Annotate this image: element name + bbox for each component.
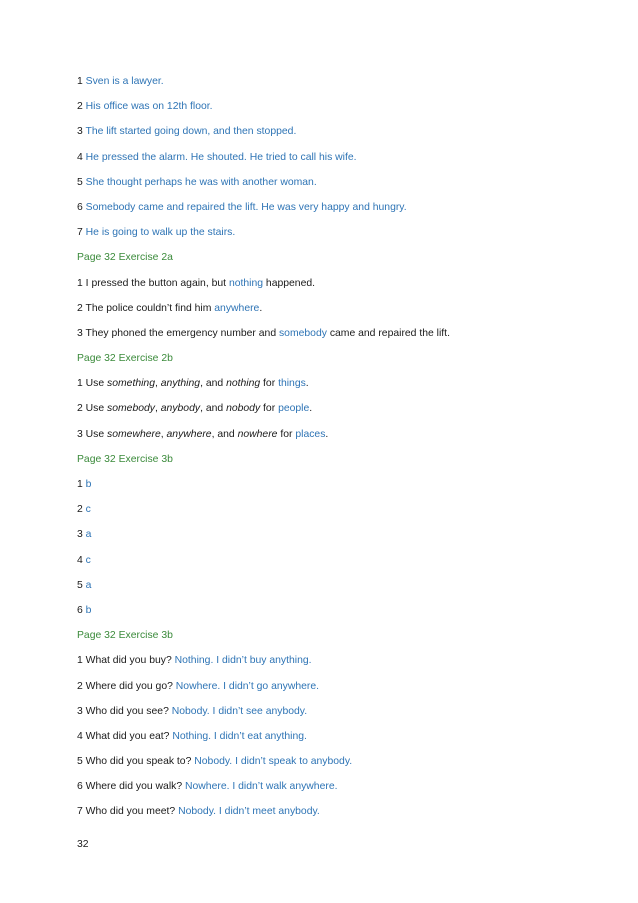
section-heading (77, 453, 597, 466)
line-text: , (160, 428, 167, 440)
line-text: somewhere (107, 428, 161, 440)
line-text: 1 (77, 479, 86, 490)
answer-line (77, 755, 597, 768)
line-text: anybody (160, 403, 201, 415)
answer-line (77, 302, 597, 315)
heading-text: Page 32 Exercise 3b (77, 453, 173, 465)
line-text: for (260, 403, 279, 415)
answer-text: Nowhere. I didn’t go anywhere. (175, 680, 320, 692)
line-text: 5 (77, 176, 86, 188)
answer-text: nothing (228, 277, 264, 289)
line-text: happened. (263, 277, 316, 289)
answer-line (77, 226, 597, 239)
answer-line (77, 176, 597, 189)
answer-line (77, 503, 597, 516)
line-text: 5 (77, 579, 86, 591)
line-text: nowhere (237, 428, 278, 440)
answer-text: b (85, 604, 92, 616)
answer-text: c (85, 504, 91, 516)
answer-line (77, 277, 597, 290)
line-text: 6 (77, 604, 86, 616)
answer-line (77, 478, 597, 491)
answer-line (77, 125, 597, 138)
answer-text: a (85, 529, 92, 541)
answer-text: Nobody. I didn’t see anybody. (171, 705, 308, 717)
line-text: 4 (77, 554, 86, 566)
line-text: 4 (77, 151, 86, 163)
answer-line (77, 528, 597, 541)
line-text: 3 Use (77, 428, 108, 440)
line-text: came and repaired the lift. (326, 327, 450, 339)
answer-line (77, 730, 597, 743)
section-heading (77, 629, 597, 642)
answer-line (77, 705, 597, 718)
answer-line (77, 377, 597, 390)
line-text: 7 Who did you meet? (77, 806, 179, 818)
answer-text: His office was on 12th floor. (85, 101, 213, 113)
answer-text: Nobody. I didn’t speak to anybody. (194, 756, 353, 768)
answer-line (77, 201, 597, 214)
answer-text: Nothing. I didn’t eat anything. (172, 730, 307, 742)
heading-text: Page 32 Exercise 2b (77, 353, 173, 365)
line-text: anything (160, 378, 201, 390)
line-text: , and (200, 378, 227, 390)
line-text: 7 (77, 227, 86, 239)
line-text: anywhere (166, 428, 212, 440)
page-number: 32 (77, 839, 89, 850)
line-text: 6 (77, 201, 86, 213)
line-text: 1 Use (77, 378, 108, 390)
section-heading (77, 251, 597, 264)
line-text: . (259, 302, 263, 314)
section-heading (77, 352, 597, 365)
answer-text: somebody (278, 327, 327, 339)
line-text: nobody (226, 403, 261, 415)
line-text: 2 (77, 101, 86, 113)
answer-text: a (85, 579, 92, 591)
line-text: for (260, 378, 279, 390)
line-text: nothing (226, 378, 261, 390)
line-text: . (305, 378, 309, 390)
answer-text: people (278, 403, 310, 415)
line-text: 2 Where did you go? (77, 680, 176, 692)
answer-line (77, 680, 597, 693)
answer-text: b (85, 479, 92, 490)
line-text: , and (211, 428, 238, 440)
answer-text: things (278, 378, 306, 390)
line-text: 2 Use (77, 403, 108, 415)
answer-line (77, 780, 597, 793)
answer-line (77, 579, 597, 592)
line-text: 2 (77, 504, 86, 516)
line-text: 3 They phoned the emergency number and (77, 327, 279, 339)
answer-text: Nowhere. I didn’t walk anywhere. (185, 781, 338, 793)
line-text: 2 The police couldn’t find him (77, 302, 215, 314)
answer-line (77, 654, 597, 667)
answer-text: anywhere (214, 302, 260, 314)
line-text: something (107, 378, 155, 390)
answer-line (77, 604, 597, 617)
answer-line (77, 75, 597, 88)
answer-text: He pressed the alarm. He shouted. He tried to call his wife. (85, 151, 357, 163)
answer-line (77, 554, 597, 567)
line-text: 6 Where did you walk? (77, 781, 186, 793)
answer-line (77, 327, 597, 340)
line-text: 1 I pressed the button again, but (77, 277, 229, 289)
line-text: . (309, 403, 313, 415)
document-body (77, 75, 597, 831)
line-text: 5 Who did you speak to? (77, 756, 195, 768)
heading-text: Page 32 Exercise 3b (77, 630, 173, 642)
answer-line (77, 805, 597, 818)
line-text: 1 What did you buy? (77, 655, 175, 667)
line-text: 3 Who did you see? (77, 705, 172, 717)
answer-line (77, 402, 597, 415)
answer-line (77, 100, 597, 113)
answer-text: The lift started going down, and then stopped. (85, 126, 297, 138)
line-text: 3 (77, 126, 86, 138)
line-text: 1 (77, 76, 86, 87)
answer-text: He is going to walk up the stairs. (85, 227, 236, 239)
answer-text: Somebody came and repaired the lift. He was very happy and hungry. (85, 201, 407, 213)
answer-text: places (295, 428, 326, 440)
line-text: 4 What did you eat? (77, 730, 173, 742)
line-text: , and (200, 403, 227, 415)
answer-text: She thought perhaps he was with another woman. (85, 176, 317, 188)
answer-text: c (85, 554, 91, 566)
line-text: 3 (77, 529, 86, 541)
line-text: . (325, 428, 329, 440)
line-text: , (154, 378, 161, 390)
answer-text: Nothing. I didn’t buy anything. (174, 655, 312, 667)
answer-line (77, 151, 597, 164)
line-text: , (154, 403, 161, 415)
answer-text: Nobody. I didn’t meet anybody. (178, 806, 320, 818)
answer-text: Sven is a lawyer. (85, 76, 164, 87)
answer-line (77, 428, 597, 441)
line-text: for (277, 428, 296, 440)
line-text: somebody (107, 403, 155, 415)
heading-text: Page 32 Exercise 2a (77, 252, 173, 264)
